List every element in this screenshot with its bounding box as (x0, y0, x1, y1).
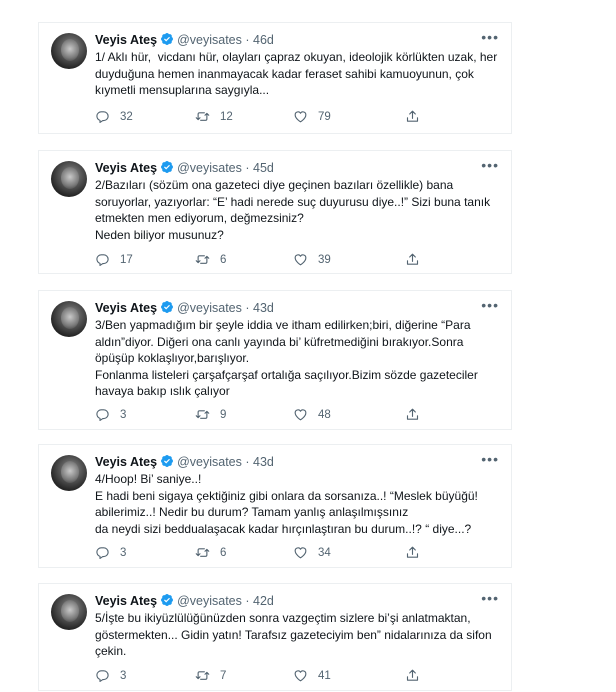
reply-button[interactable] (95, 668, 126, 683)
author-name[interactable]: Veyis Ateş (95, 594, 158, 608)
like-button[interactable] (293, 109, 331, 124)
retweet-icon (195, 668, 210, 683)
like-button[interactable] (293, 668, 331, 683)
more-dots-icon[interactable]: ••• (481, 451, 499, 467)
author-handle[interactable]: @veyisates (177, 33, 242, 47)
separator: · (245, 594, 250, 608)
retweet-count: 9 (220, 408, 227, 421)
tweet-text-line: aldın”diyor. Diğeri ona canlı yayında bi’ küfretmediğini bırakıyor.Sonra (95, 334, 464, 349)
verified-badge-icon (160, 300, 174, 318)
tweet-header (95, 300, 274, 318)
like-icon (293, 252, 308, 267)
tweet-text (95, 610, 501, 660)
tweet-text-line: 5/İşte bu ikiyüzlülüğünüzden sonra vazgeçtim sizlere bi’şi anlatmaktan, (95, 611, 471, 625)
tweet-text-line: Neden biliyor musunuz? (95, 227, 224, 242)
author-handle[interactable]: @veyisates (177, 161, 242, 175)
tweet-card[interactable] (38, 22, 512, 134)
retweet-count: 6 (220, 253, 227, 266)
like-button[interactable] (293, 407, 331, 422)
reply-icon (95, 545, 110, 560)
reply-button[interactable] (95, 407, 126, 422)
tweet-header (95, 593, 274, 611)
tweet-text-line: etmekten men ediyorum, değmezsiniz? (95, 211, 304, 225)
reply-count: 32 (120, 110, 133, 123)
retweet-button[interactable] (195, 545, 226, 560)
like-count: 39 (318, 253, 331, 266)
author-name[interactable]: Veyis Ateş (95, 161, 158, 175)
reply-count: 17 (120, 253, 133, 266)
tweet-text-line: kıymetli mensuplarına saygıyla... (95, 83, 270, 97)
retweet-icon (195, 109, 210, 124)
tweet-text (95, 317, 501, 400)
author-handle[interactable]: @veyisates (177, 455, 242, 469)
tweet-text-line: abilerimiz..! Nedir bu durum? Tamam yanlış anlaşılmışsınız (95, 505, 409, 519)
retweet-count: 12 (220, 110, 233, 123)
tweet-text-line: 1/ Aklı hür, vicdanı hür, olayları çapraz okuyan, ideolojik körlükten uzak, her (95, 50, 498, 64)
like-count: 41 (318, 669, 331, 682)
tweet-text-line: Fonlanma listeleri çarşafçarşaf ortalığa saçılıyor.Bizim sözde gazeteciler (95, 367, 478, 382)
retweet-icon (195, 545, 210, 560)
reply-count: 3 (120, 408, 127, 421)
avatar[interactable] (51, 594, 87, 630)
tweet-text-line: duyduğuna hemen inanmayacak kadar feraset sahibi kamuoyunun, çok (95, 66, 474, 81)
tweet-text (95, 49, 501, 99)
retweet-button[interactable] (195, 109, 233, 124)
like-button[interactable] (293, 252, 331, 267)
like-button[interactable] (293, 545, 331, 560)
reply-icon (95, 252, 110, 267)
avatar[interactable] (51, 33, 87, 69)
tweet-text (95, 471, 501, 537)
tweet-text-line: E hadi beni sigaya çektiğiniz gibi onlara da sorsanıza..! “Meslek büyüğü! (95, 488, 478, 503)
author-name[interactable]: Veyis Ateş (95, 455, 158, 469)
like-count: 48 (318, 408, 331, 421)
tweet-text-line: 2/Bazıları (sözüm ona gazeteci diye geçinen bazıları özellikle) bana (95, 178, 454, 192)
share-icon (405, 668, 420, 683)
separator: · (245, 455, 250, 469)
verified-badge-icon (160, 32, 174, 50)
share-button[interactable] (405, 109, 420, 124)
avatar[interactable] (51, 455, 87, 491)
tweet-text-line: çekin. (95, 644, 127, 658)
tweet-time[interactable]: 43d (253, 301, 274, 315)
author-name[interactable]: Veyis Ateş (95, 33, 158, 47)
tweet-header (95, 160, 274, 178)
share-icon (405, 252, 420, 267)
like-icon (293, 545, 308, 560)
tweet-text-line: göstermekten... Gidin yatın! Tarafsız gazeteciyim ben” nidalarınıza da sifon (95, 627, 492, 642)
reply-icon (95, 407, 110, 422)
share-button[interactable] (405, 668, 420, 683)
reply-count: 3 (120, 669, 127, 682)
retweet-count: 7 (220, 669, 227, 682)
tweet-time[interactable]: 46d (253, 33, 274, 47)
tweet-card[interactable] (38, 444, 512, 568)
share-icon (405, 545, 420, 560)
like-count: 34 (318, 546, 331, 559)
verified-badge-icon (160, 593, 174, 611)
avatar[interactable] (51, 301, 87, 337)
reply-icon (95, 668, 110, 683)
like-icon (293, 407, 308, 422)
more-dots-icon[interactable]: ••• (481, 297, 499, 313)
tweet-time[interactable]: 42d (253, 594, 274, 608)
retweet-icon (195, 252, 210, 267)
retweet-count: 6 (220, 546, 227, 559)
tweet-text-line: 4/Hoop! Bi’ saniye..! (95, 472, 202, 486)
verified-badge-icon (160, 454, 174, 472)
like-count: 79 (318, 110, 331, 123)
tweet-card[interactable] (38, 150, 512, 274)
like-icon (293, 668, 308, 683)
separator: · (245, 301, 250, 315)
separator: · (245, 161, 250, 175)
share-button[interactable] (405, 407, 420, 422)
reply-button[interactable] (95, 545, 126, 560)
share-icon (405, 109, 420, 124)
tweet-card[interactable] (38, 290, 512, 430)
reply-icon (95, 109, 110, 124)
tweet-text-line: havaya bakıp ıslık çalıyor (95, 384, 230, 398)
verified-badge-icon (160, 160, 174, 178)
tweet-text (95, 177, 501, 243)
tweet-text-line: da neydi sizi beddualaşacak kadar hırçınlaştıran bu durum..!? “ diye...? (95, 521, 472, 536)
retweet-icon (195, 407, 210, 422)
tweet-text-line: 3/Ben yapmadığım bir şeyle iddia ve itham edilirken;biri, diğerine “Para (95, 318, 471, 332)
like-icon (293, 109, 308, 124)
more-dots-icon[interactable]: ••• (481, 157, 499, 173)
tweet-text-line: soruyorlar, yazıyorlar: “E’ hadi nerede suç duyurusu diye..!” Sizi buna tanık (95, 194, 491, 209)
reply-button[interactable] (95, 109, 133, 124)
tweet-header (95, 454, 274, 472)
reply-button[interactable] (95, 252, 133, 267)
retweet-button[interactable] (195, 668, 226, 683)
tweet-time[interactable]: 43d (253, 455, 274, 469)
author-handle[interactable]: @veyisates (177, 301, 242, 315)
author-handle[interactable]: @veyisates (177, 594, 242, 608)
share-button[interactable] (405, 545, 420, 560)
tweet-card[interactable] (38, 583, 512, 691)
share-button[interactable] (405, 252, 420, 267)
separator: · (245, 33, 250, 47)
tweet-header (95, 32, 274, 50)
more-dots-icon[interactable]: ••• (481, 590, 499, 606)
share-icon (405, 407, 420, 422)
tweet-text-line: öpüşüp koklaşlıyor,barışlıyor. (95, 351, 250, 365)
avatar[interactable] (51, 161, 87, 197)
tweet-time[interactable]: 45d (253, 161, 274, 175)
more-dots-icon[interactable]: ••• (481, 29, 499, 45)
retweet-button[interactable] (195, 407, 226, 422)
reply-count: 3 (120, 546, 127, 559)
retweet-button[interactable] (195, 252, 226, 267)
author-name[interactable]: Veyis Ateş (95, 301, 158, 315)
